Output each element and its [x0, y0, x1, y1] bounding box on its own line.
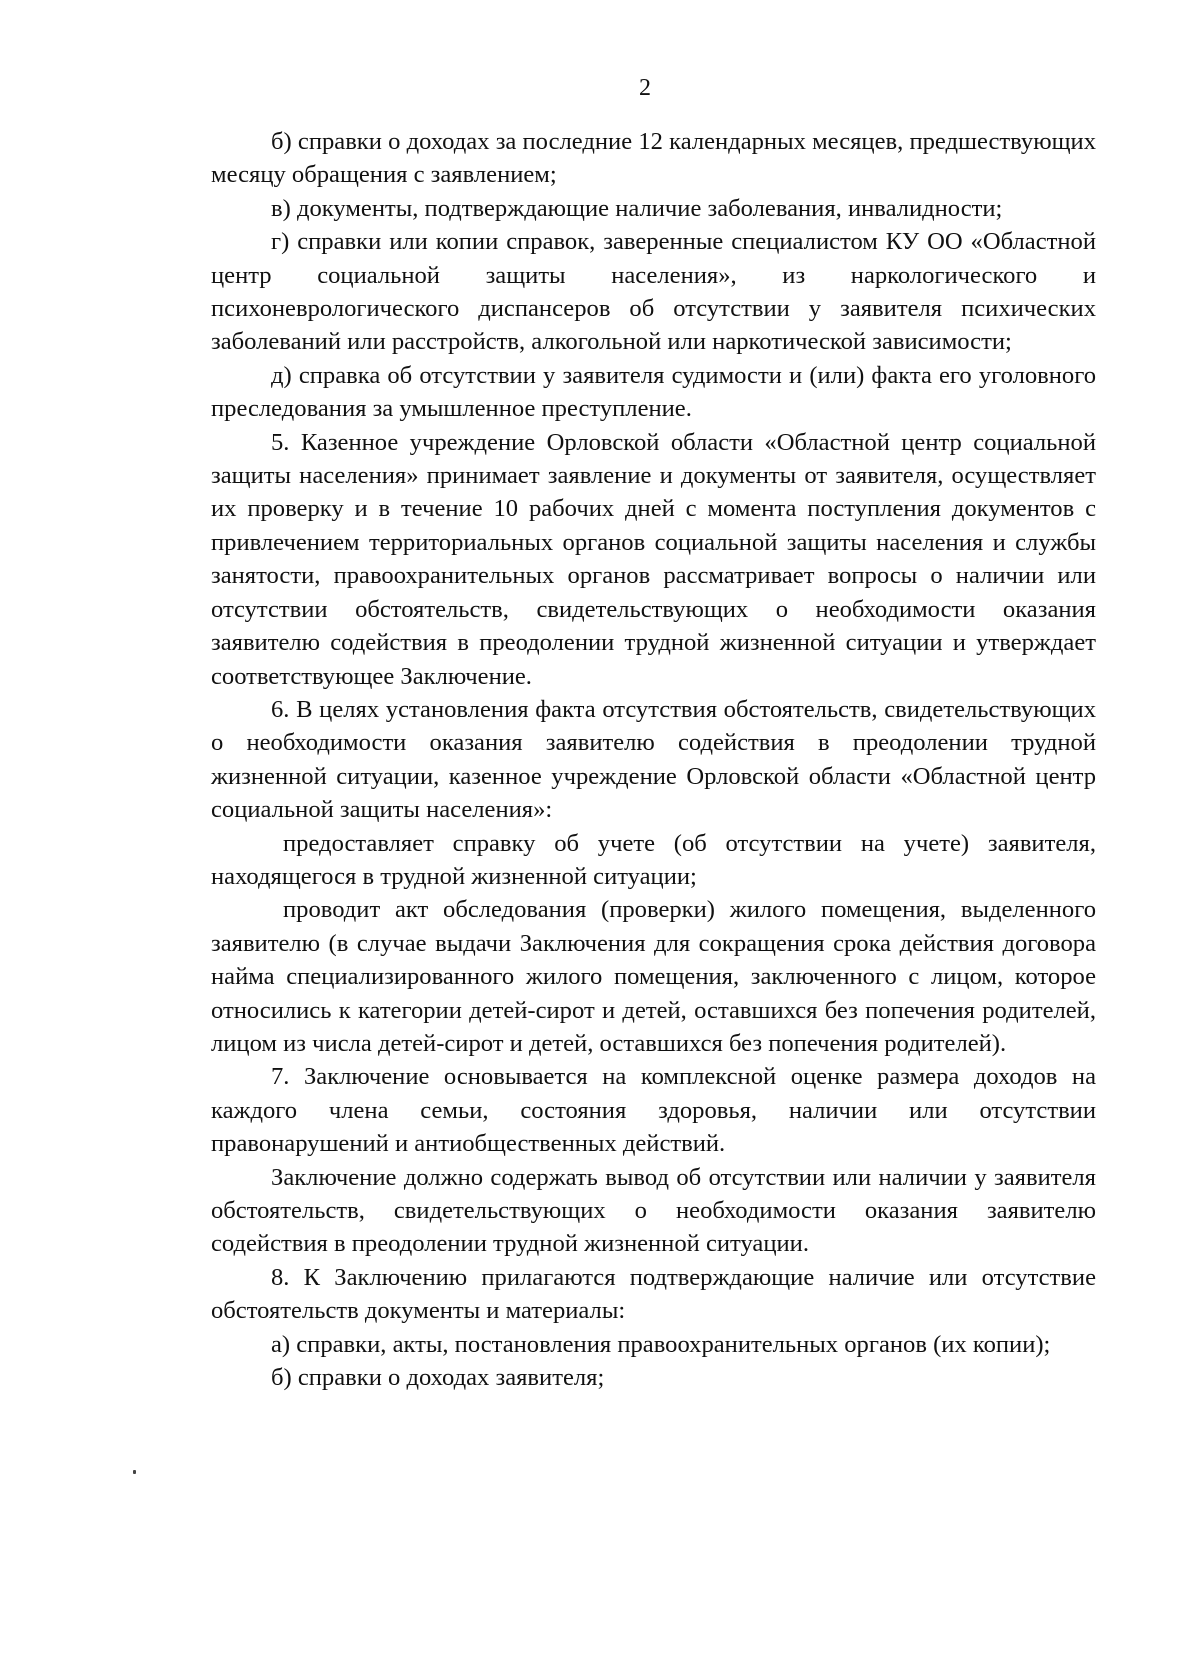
clause-8-item-a: а) справки, акты, постановления правоохранительных органов (их копии); [271, 1330, 1051, 1358]
list-item-d-criminal-record-certificate: д) справка об отсутствии у заявителя судимости и (или) факта его уголовного преследования за умышленное преступление. [211, 361, 1096, 423]
clause-6: 6. В целях установления факта отсутствия обстоятельств, свидетельствующих о необходимости оказания заявителю содействия в преодолении трудной жизненной ситуации, казенное учреждение Орловской области «Областной центр социальной защиты населения»: [211, 695, 1096, 824]
list-item-g-dispensary-certificates: г) справки или копии справок, заверенные специалистом КУ ОО «Областной центр социальной защиты населения», из наркологического и психоневрологического диспансеров об отсутствии у заявителя психических заболеваний или расстройств, алкогольной или наркотической зависимости; [211, 228, 1096, 356]
clause-6-housing-inspection: проводит акт обследования (проверки) жилого помещения, выделенного заявителю (в случае выдачи Заключения для сокращения срока действия договора найма специализированного жилого помещения, заключенного с лицом, которое относились к категории детей-сирот и детей, оставшихся без попечения родителей, лицом из числа детей-сирот и детей, оставшихся без попечения родителей). [211, 896, 1096, 1057]
list-item-b-income-certificates: б) справки о доходах за последние 12 календарных месяцев, предшествующих месяцу обращения с заявлением; [211, 128, 1096, 189]
list-item-v-medical-documents: в) документы, подтверждающие наличие заболевания, инвалидности; [271, 194, 1003, 222]
clause-7-conclusion-content: Заключение должно содержать вывод об отсутствии или наличии у заявителя обстоятельств, свидетельствующих о необходимости оказания заявителю содействия в преодолении трудной жизненной ситуации. [211, 1163, 1096, 1258]
page-number: 2 [639, 75, 651, 101]
clause-8-item-b: б) справки о доходах заявителя; [271, 1364, 605, 1392]
clause-5: 5. Казенное учреждение Орловской области «Областной центр социальной защиты населения» принимает заявление и документы от заявителя, осуществляет их проверку и в течение 10 рабочих дней с момента поступления документов с привлечением территориальных органов социальной защиты населения и службы занятости, правоохранительных органов рассматривает вопросы о наличии или отсутствии обстоятельств, свидетельствующих о необходимости оказания заявителю содействия в преодолении трудной жизненной ситуации и утверждает соответствующее Заключение. [211, 428, 1096, 690]
clause-7: 7. Заключение основывается на комплексной оценке размера доходов на каждого члена семьи, состояния здоровья, наличии или отсутствии правонарушений и антиобщественных действий. [211, 1063, 1096, 1158]
clause-6-registration-certificate: предоставляет справку об учете (об отсутствии на учете) заявителя, находящегося в трудной жизненной ситуации; [211, 829, 1096, 890]
scan-speck [133, 1470, 136, 1474]
document-body [211, 125, 1096, 1394]
clause-8: 8. К Заключению прилагаются подтверждающие наличие или отсутствие обстоятельств документы и материалы: [211, 1263, 1096, 1325]
